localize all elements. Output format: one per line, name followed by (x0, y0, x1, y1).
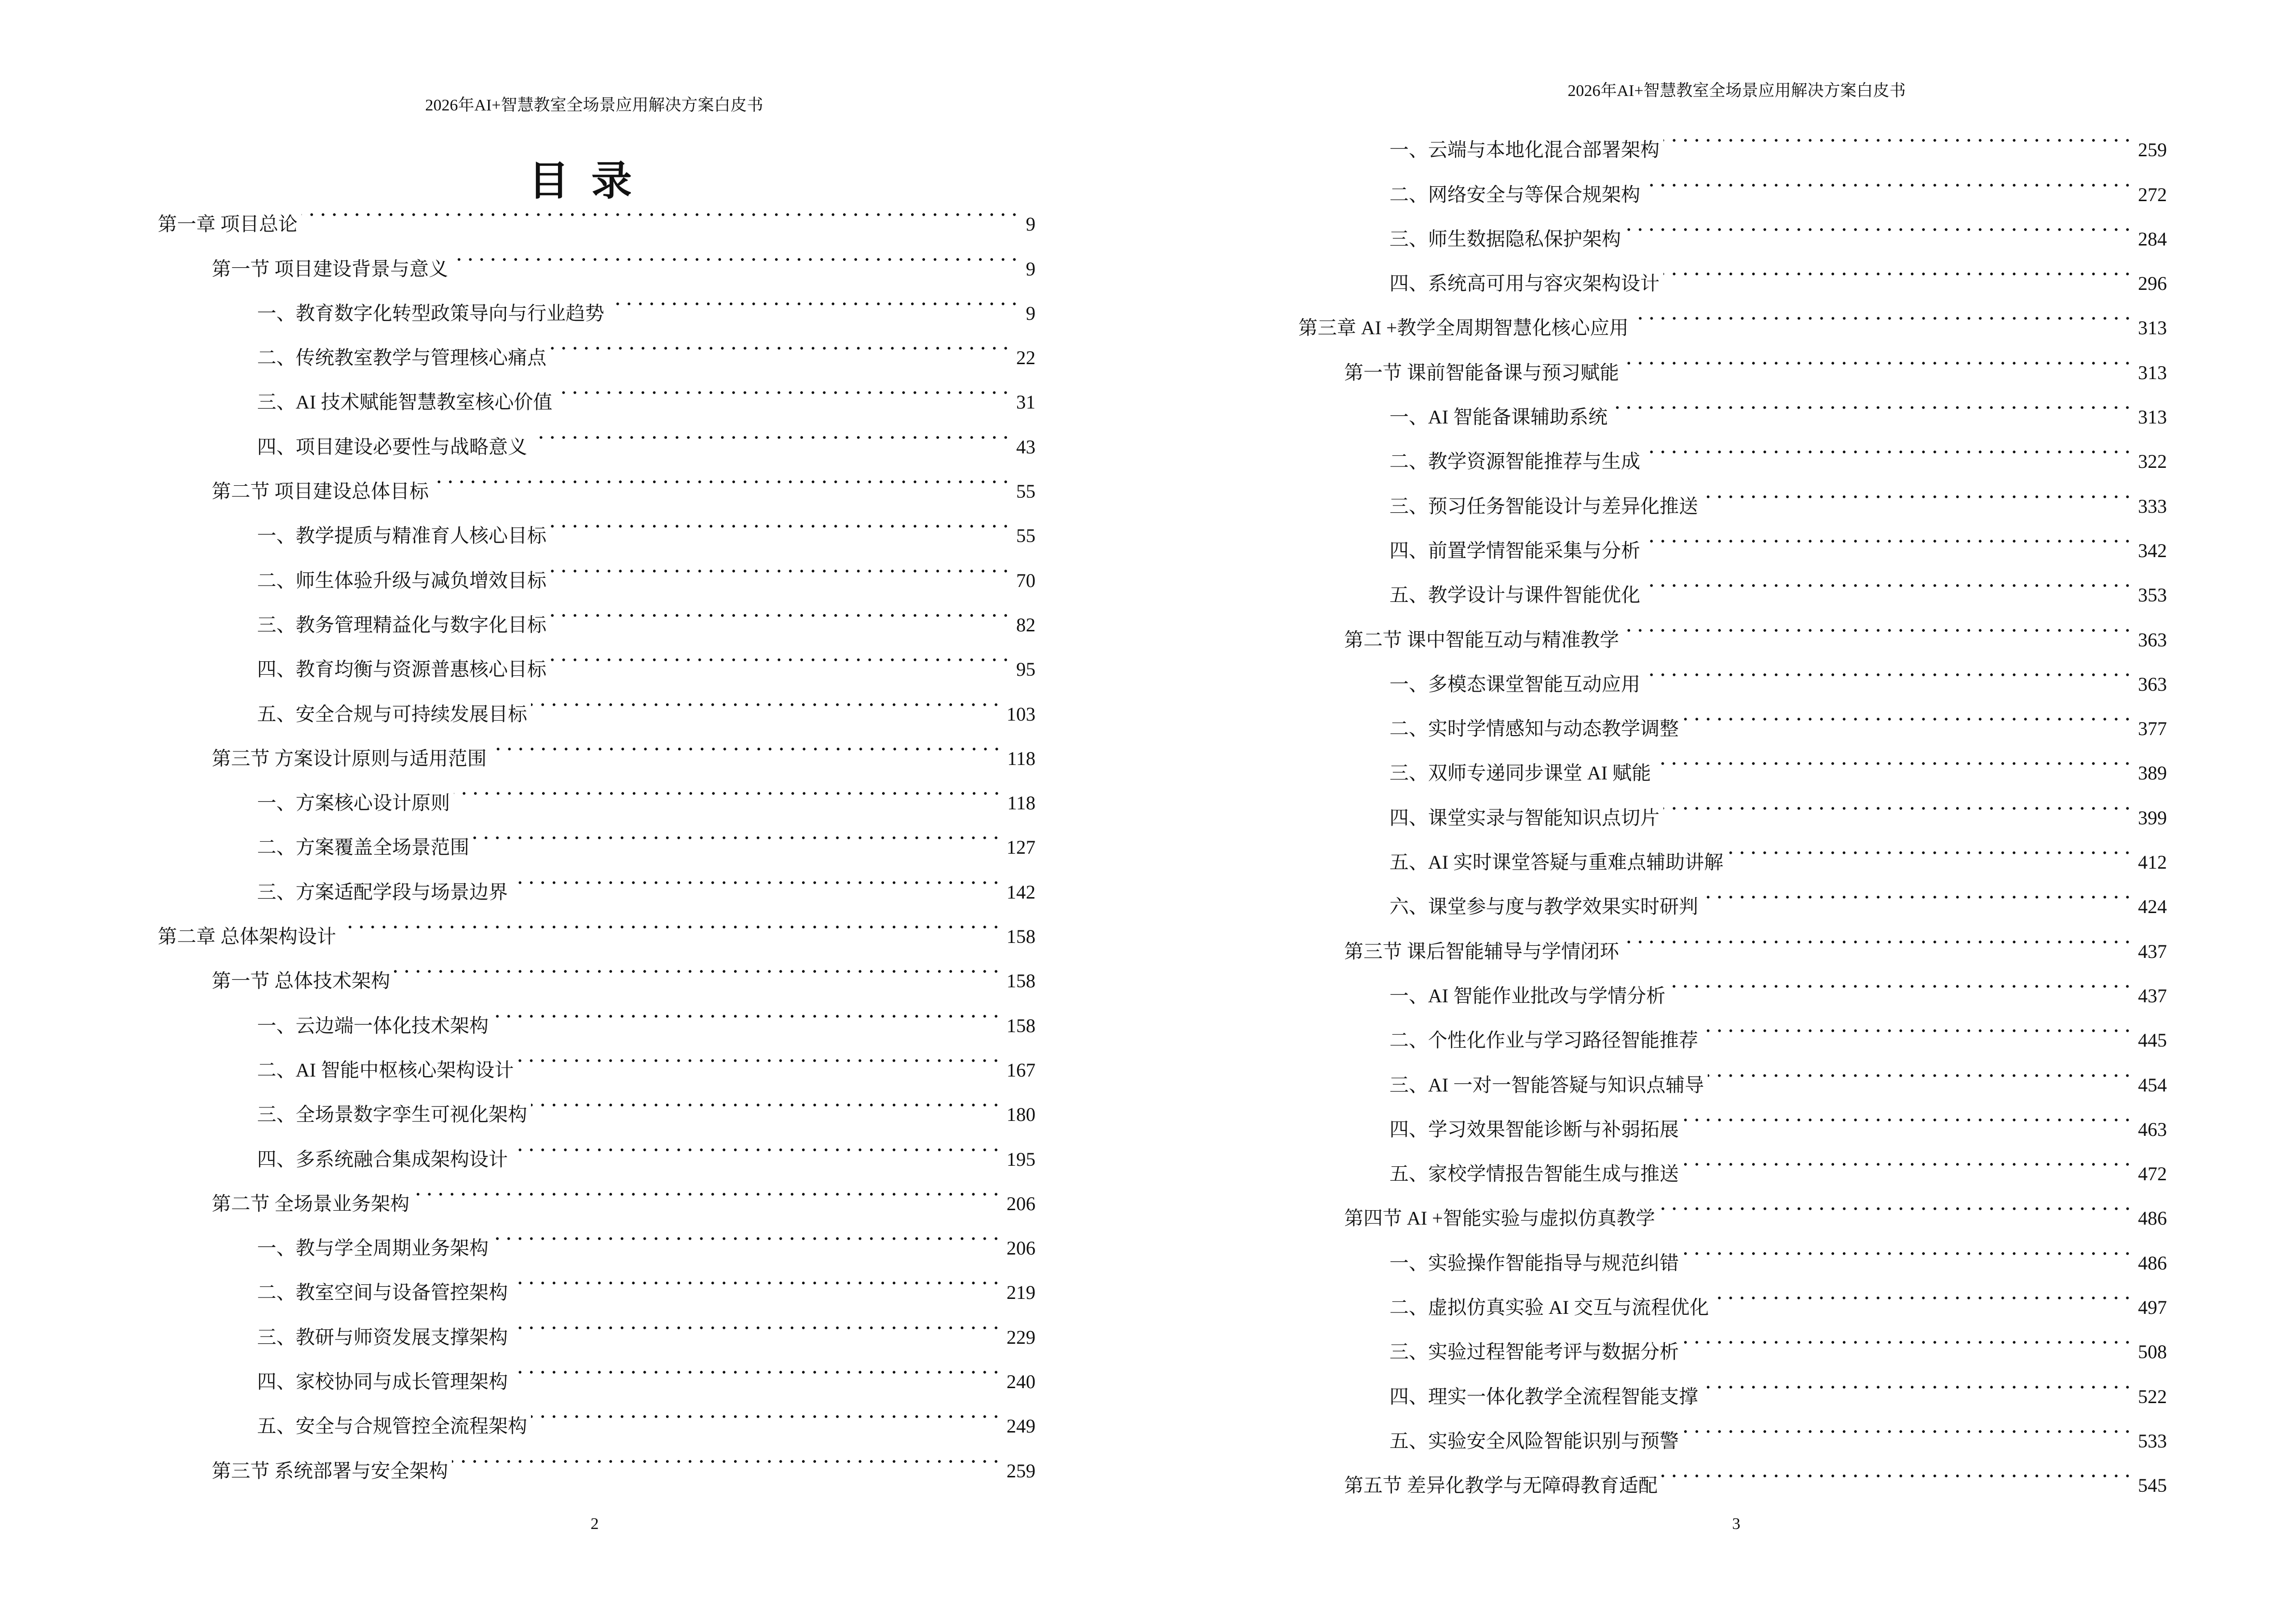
dot-leader (512, 1344, 1002, 1388)
dot-leader (340, 899, 1002, 943)
dot-leader (1683, 1136, 2133, 1180)
toc-entry-page-number: 103 (1007, 703, 1035, 725)
toc-entry-page-number: 497 (2138, 1296, 2167, 1319)
toc-entry-item[interactable] (1298, 112, 2167, 161)
toc-entry-label: 四、家校协同与成长管理架构 (257, 1371, 508, 1393)
toc-entry-label: 四、课堂实录与智能知识点切片 (1389, 806, 1660, 829)
toc-entry-label: 二、AI 智能中枢核心架构设计 (257, 1059, 514, 1081)
toc-entry-label: 五、教学设计与课件智能优化 (1389, 584, 1640, 606)
toc-entry-page-number: 437 (2138, 984, 2167, 1007)
toc-entry-label: 一、多模态课堂智能互动应用 (1389, 673, 1640, 695)
running-header: 2026年AI+智慧教室全场景应用解决方案白皮书 (425, 96, 763, 114)
toc-entry-page-number: 272 (2138, 183, 2167, 205)
toc-entry-page-number: 43 (1016, 436, 1035, 458)
dot-leader (512, 1255, 1002, 1299)
dot-leader (492, 1210, 1002, 1255)
dot-leader (1625, 201, 2133, 246)
dot-leader (1644, 557, 2133, 601)
toc-entry-label: 一、教与学全周期业务架构 (257, 1237, 489, 1259)
toc-entry-page-number: 545 (2138, 1474, 2167, 1497)
dot-leader (550, 587, 1011, 631)
toc-entry-label: 第五节 差异化教学与无障碍教育适配 (1344, 1474, 1658, 1497)
toc-entry-page-number: 142 (1007, 881, 1035, 903)
toc-entry-page-number: 158 (1007, 970, 1035, 992)
toc-entry-chapter[interactable] (158, 186, 1035, 235)
dot-leader (531, 1077, 1002, 1121)
dot-leader (301, 186, 1020, 231)
toc-entry-page-number: 82 (1016, 614, 1035, 636)
toc-entry-label: 第二章 总体架构设计 (158, 926, 336, 948)
toc-entry-page-number: 313 (2138, 361, 2167, 383)
toc-entry-label: 一、AI 智能作业批改与学情分析 (1389, 984, 1666, 1007)
toc-entry-page-number: 399 (2138, 806, 2167, 829)
dot-leader (1611, 379, 2133, 423)
toc-entry-label: 三、预习任务智能设计与差异化推送 (1389, 495, 1698, 517)
toc-entry-page-number: 55 (1016, 480, 1035, 503)
dot-leader (1623, 334, 2133, 379)
toc-entry-label: 五、AI 实时课堂答疑与重难点辅助讲解 (1389, 851, 1724, 873)
dot-leader (550, 498, 1011, 542)
toc-entry-label: 四、前置学情智能采集与分析 (1389, 539, 1640, 561)
dot-leader (1663, 112, 2133, 156)
dot-leader (1683, 1225, 2133, 1269)
toc-entry-label: 四、系统高可用与容灾架构设计 (1389, 273, 1660, 295)
toc-entry-page-number: 31 (1016, 391, 1035, 413)
dot-leader (490, 721, 1002, 765)
dot-leader (1644, 646, 2133, 691)
toc-entry-label: 三、方案适配学段与场景边界 (257, 881, 508, 903)
dot-leader (1683, 1314, 2133, 1358)
toc-entry-label: 一、云边端一体化技术架构 (257, 1014, 489, 1037)
toc-entry-label: 第一节 课前智能备课与预习赋能 (1344, 361, 1619, 383)
dot-leader (413, 1166, 1002, 1210)
dot-leader (1623, 601, 2133, 646)
toc-title: 目录 (528, 159, 654, 204)
dot-leader (454, 765, 1002, 809)
toc-entry-label: 一、AI 智能备课辅助系统 (1389, 406, 1608, 428)
toc-list (158, 186, 1035, 1482)
toc-entry-page-number: 424 (2138, 896, 2167, 918)
dot-leader (1644, 156, 2133, 201)
toc-list (1298, 112, 2167, 1497)
toc-entry-label: 三、全场景数字孪生可视化架构 (257, 1104, 527, 1126)
dot-leader (452, 1433, 1002, 1477)
dot-leader (1683, 1092, 2133, 1136)
toc-entry-page-number: 284 (2138, 228, 2167, 250)
dot-leader (1655, 735, 2133, 779)
toc-entry-page-number: 313 (2138, 317, 2167, 339)
toc-entry-page-number: 342 (2138, 539, 2167, 561)
toc-entry-label: 第二节 项目建设总体目标 (212, 480, 429, 503)
toc-entry-page-number: 472 (2138, 1163, 2167, 1185)
toc-entry-label: 第四节 AI +智能实验与虚拟仿真教学 (1344, 1207, 1655, 1229)
toc-entry-page-number: 118 (1007, 792, 1035, 814)
toc-entry-label: 二、实时学情感知与动态教学调整 (1389, 718, 1679, 740)
toc-entry-page-number: 454 (2138, 1074, 2167, 1096)
toc-entry-page-number: 206 (1007, 1192, 1035, 1215)
dot-leader (531, 409, 1011, 453)
dot-leader (1633, 290, 2133, 334)
toc-entry-page-number: 9 (1026, 302, 1035, 324)
dot-leader (1644, 423, 2133, 468)
toc-entry-page-number: 533 (2138, 1430, 2167, 1452)
toc-entry-page-number: 445 (2138, 1029, 2167, 1051)
toc-entry-label: 三、实验过程智能考评与数据分析 (1389, 1341, 1679, 1363)
toc-entry-label: 一、教育数字化转型政策导向与行业趋势 (257, 302, 604, 324)
page-number: 3 (1732, 1515, 1741, 1533)
toc-entry-page-number: 219 (1007, 1282, 1035, 1304)
toc-entry-label: 三、教研与师资发展支撑架构 (257, 1326, 508, 1348)
dot-leader (1659, 1180, 2133, 1225)
toc-entry-page-number: 240 (1007, 1371, 1035, 1393)
dot-leader (1702, 1002, 2133, 1047)
toc-entry-page-number: 486 (2138, 1252, 2167, 1274)
toc-entry-label: 四、学习效果智能诊断与补弱拓展 (1389, 1118, 1679, 1140)
toc-entry-label: 三、AI 技术赋能智慧教室核心价值 (257, 391, 553, 413)
dot-leader (1683, 691, 2133, 735)
toc-entry-page-number: 522 (2138, 1385, 2167, 1407)
toc-entry-label: 第二节 全场景业务架构 (212, 1192, 409, 1215)
toc-entry-label: 三、AI 一对一智能答疑与知识点辅导 (1389, 1074, 1704, 1096)
toc-entry-page-number: 389 (2138, 762, 2167, 784)
toc-entry-page-number: 70 (1016, 569, 1035, 591)
toc-entry-page-number: 437 (2138, 940, 2167, 962)
toc-entry-page-number: 195 (1007, 1148, 1035, 1170)
toc-entry-label: 五、实验安全风险智能识别与预警 (1389, 1430, 1679, 1452)
dot-leader (492, 987, 1002, 1032)
dot-leader (1663, 779, 2133, 824)
toc-entry-label: 四、理实一体化教学全流程智能支撑 (1389, 1385, 1698, 1407)
toc-entry-page-number: 9 (1026, 213, 1035, 235)
toc-entry-page-number: 486 (2138, 1207, 2167, 1229)
toc-entry-page-number: 259 (2138, 139, 2167, 161)
toc-entry-label: 二、师生体验升级与减负增效目标 (257, 569, 546, 591)
dot-leader (512, 1299, 1002, 1343)
toc-entry-page-number: 158 (1007, 926, 1035, 948)
toc-entry-label: 第一章 项目总论 (158, 213, 298, 235)
toc-entry-page-number: 95 (1016, 658, 1035, 681)
page-number: 2 (590, 1515, 599, 1533)
dot-leader (394, 943, 1002, 987)
toc-entry-label: 二、方案覆盖全场景范围 (257, 836, 469, 859)
toc-entry-label: 第三节 系统部署与安全架构 (212, 1460, 448, 1482)
dot-leader (1713, 1269, 2133, 1314)
dot-leader (517, 1032, 1002, 1077)
dot-leader (550, 542, 1011, 587)
dot-leader (556, 364, 1011, 409)
dot-leader (608, 275, 1020, 320)
dot-leader (1683, 1403, 2133, 1447)
dot-leader (1623, 913, 2133, 957)
toc-entry-label: 第三节 课后智能辅导与学情闭环 (1344, 940, 1619, 962)
toc-entry-label: 一、教学提质与精准育人核心目标 (257, 525, 546, 547)
toc-entry-label: 二、传统教室教学与管理核心痛点 (257, 347, 546, 369)
dot-leader (550, 631, 1011, 676)
toc-entry-label: 四、多系统融合集成架构设计 (257, 1148, 508, 1170)
dot-leader (1702, 468, 2133, 512)
toc-entry-page-number: 313 (2138, 406, 2167, 428)
running-header: 2026年AI+智慧教室全场景应用解决方案白皮书 (1567, 82, 1906, 100)
dot-leader (1644, 513, 2133, 557)
toc-entry-label: 一、方案核心设计原则 (257, 792, 450, 814)
dot-leader (550, 320, 1011, 364)
dot-leader (452, 231, 1020, 275)
dot-leader (473, 809, 1002, 854)
toc-entry-page-number: 322 (2138, 450, 2167, 473)
toc-entry-page-number: 377 (2138, 718, 2167, 740)
toc-entry-page-number: 180 (1007, 1104, 1035, 1126)
toc-entry-page-number: 229 (1007, 1326, 1035, 1348)
toc-page-right (1144, 0, 2287, 1624)
toc-entry-label: 第一节 项目建设背景与意义 (212, 258, 448, 280)
toc-entry-label: 四、教育均衡与资源普惠核心目标 (257, 658, 546, 681)
toc-entry-label: 第三节 方案设计原则与适用范围 (212, 747, 487, 769)
toc-entry-label: 二、教学资源智能推荐与生成 (1389, 450, 1640, 473)
toc-entry-page-number: 259 (1007, 1460, 1035, 1482)
dot-leader (1661, 1447, 2133, 1492)
toc-entry-page-number: 206 (1007, 1237, 1035, 1259)
toc-entry-page-number: 167 (1007, 1059, 1035, 1081)
dot-leader (433, 453, 1011, 498)
toc-entry-page-number: 9 (1026, 258, 1035, 280)
toc-entry-page-number: 249 (1007, 1415, 1035, 1437)
dot-leader (512, 854, 1002, 898)
toc-entry-page-number: 508 (2138, 1341, 2167, 1363)
toc-entry-label: 三、双师专递同步课堂 AI 赋能 (1389, 762, 1651, 784)
dot-leader (1669, 958, 2133, 1002)
toc-entry-label: 二、虚拟仿真实验 AI 交互与流程优化 (1389, 1296, 1709, 1319)
toc-entry-label: 一、实验操作智能指导与规范纠错 (1389, 1252, 1679, 1274)
toc-entry-page-number: 55 (1016, 525, 1035, 547)
toc-entry-label: 五、安全与合规管控全流程架构 (257, 1415, 527, 1437)
toc-entry-page-number: 363 (2138, 628, 2167, 651)
toc-entry-label: 二、个性化作业与学习路径智能推荐 (1389, 1029, 1698, 1051)
dot-leader (512, 1121, 1002, 1165)
dot-leader (531, 676, 1002, 720)
toc-entry-page-number: 22 (1016, 347, 1035, 369)
toc-entry-label: 第一节 总体技术架构 (212, 970, 390, 992)
toc-entry-page-number: 463 (2138, 1118, 2167, 1140)
toc-entry-label: 六、课堂参与度与教学效果实时研判 (1389, 896, 1698, 918)
toc-entry-page-number: 333 (2138, 495, 2167, 517)
dot-leader (1663, 246, 2133, 290)
dot-leader (1702, 869, 2133, 913)
toc-entry-label: 四、项目建设必要性与战略意义 (257, 436, 527, 458)
toc-entry-page-number: 412 (2138, 851, 2167, 873)
toc-entry-label: 三、教务管理精益化与数字化目标 (257, 614, 546, 636)
toc-entry-label: 第三章 AI +教学全周期智慧化核心应用 (1298, 317, 1629, 339)
toc-entry-label: 五、安全合规与可持续发展目标 (257, 703, 527, 725)
dot-leader (1727, 824, 2133, 869)
toc-entry-label: 第二节 课中智能互动与精准教学 (1344, 628, 1619, 651)
toc-entry-page-number: 353 (2138, 584, 2167, 606)
dot-leader (1708, 1047, 2133, 1091)
toc-entry-label: 三、师生数据隐私保护架构 (1389, 228, 1621, 250)
toc-entry-page-number: 296 (2138, 273, 2167, 295)
toc-entry-label: 一、云端与本地化混合部署架构 (1389, 139, 1660, 161)
toc-entry-label: 二、教室空间与设备管控架构 (257, 1282, 508, 1304)
toc-entry-label: 二、网络安全与等保合规架构 (1389, 183, 1640, 205)
toc-entry-page-number: 158 (1007, 1014, 1035, 1037)
toc-entry-page-number: 127 (1007, 836, 1035, 859)
dot-leader (531, 1388, 1002, 1433)
toc-entry-label: 五、家校学情报告智能生成与推送 (1389, 1163, 1679, 1185)
dot-leader (1702, 1358, 2133, 1403)
toc-entry-page-number: 118 (1007, 747, 1035, 769)
toc-entry-page-number: 363 (2138, 673, 2167, 695)
